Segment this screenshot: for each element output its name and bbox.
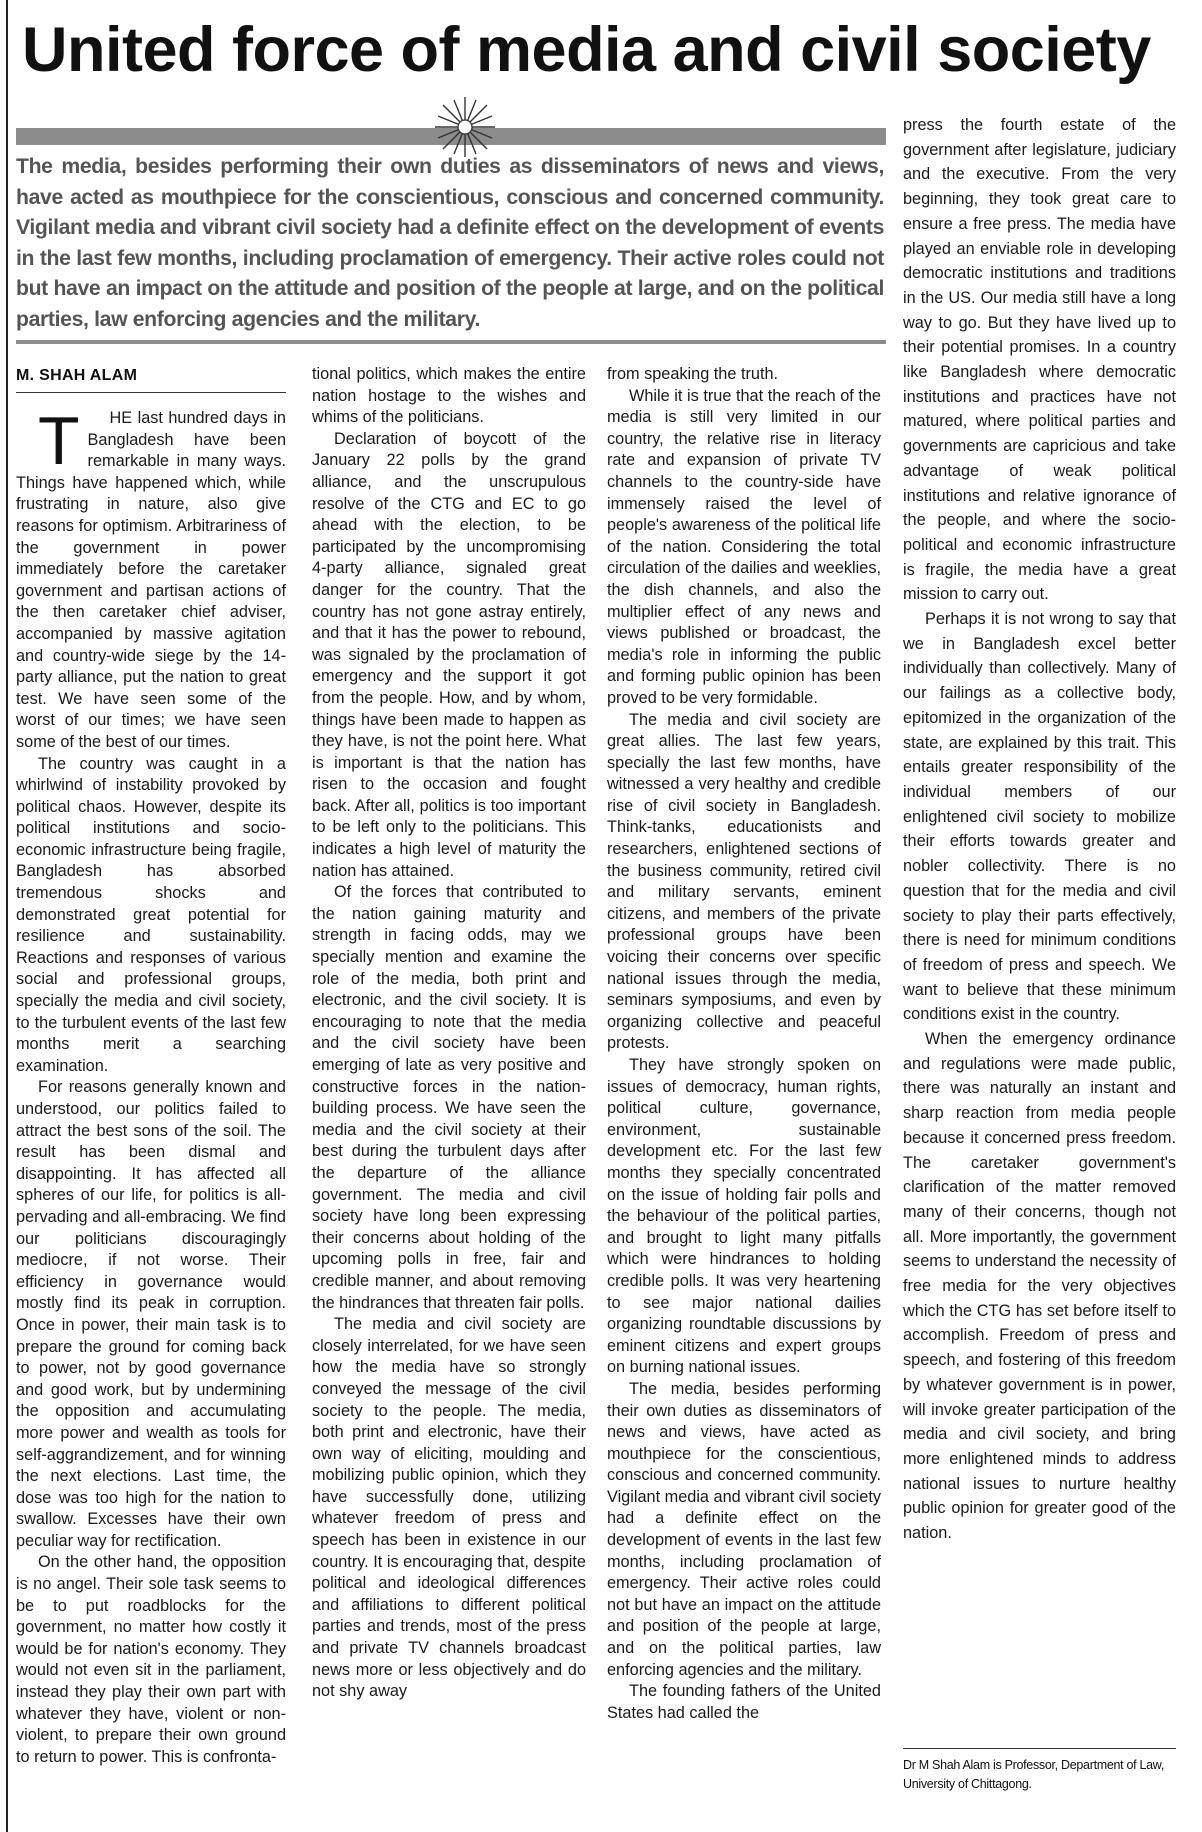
- article-paragraph: While it is true that the reach of the media is still very limited in our country, the relative rise in literacy rate and expansion of private TV channels to the country-side have immensely raised the level of people's awareness of the political life of the nation. Considering the total circulation of the dailies and weeklies, the dish channels, and also the multiplier effect of any news and views published or broadcast, the media's role in informing the public and forming public opinion has been proved to be very formidable.: [607, 386, 881, 707]
- article-column-2: [312, 364, 586, 1703]
- article-column-4: [903, 113, 1176, 1546]
- starburst-icon: [434, 96, 496, 158]
- article-paragraph: The media and civil society are closely interrelated, for we have seen how the media have so strongly conveyed the message of the civil society to the people. The media, both print and electronic, have their own way of eliciting, moulding and mobilizing public opinion, which they have successfully done, utilizing whatever freedom of press and speech has been in existence in our country. It is encouraging that, despite political and ideological differences and affiliations to different political parties and trends, most of the press and private TV channels broadcast news more or less objectively and do not shy away: [312, 1315, 586, 1701]
- article-paragraph: When the emergency ordinance and regulations were made public, there was naturally an instant and sharp reaction from media people because it concerned press freedom. The caretaker government's clarification of the matter removed many of their concerns, though not all. More importantly, the government seems to understand the necessity of free media for the very objectives which the CTG has set before itself to accomplish. Freedom of press and speech, and fostering of this freedom by whatever government is in power, will invoke greater participation of the media and civil society, and bring more enlightened minds to address national issues to nurture healthy public opinion for greater good of the nation.: [903, 1030, 1176, 1543]
- article-paragraph: On the other hand, the opposition is no angel. Their sole task seems to be to put roadblocks for the government, no matter how costly it would be for nation's economy. They would not even sit in the parliament, instead they play their own part with whatever they have, violent or non-violent, to prepare their own ground to return to power. This is confronta-: [16, 1553, 286, 1766]
- standfirst-bottom-bar: [16, 340, 886, 344]
- paragraph-text: HE last hundred days in Bangladesh have been remarkable in many ways. Things have happened which, while frustrating in nature, also give reasons for optimism. Arbitrariness of the government in power immediately before the caretaker government and partisan actions of the then caretaker chief adviser, accompanied by massive agitation and country-wide siege by the 14-party alliance, put the nation to great test. We have seen some of the worst of our times; we have seen some of the best of our times.: [16, 409, 286, 751]
- article-column-1: [16, 403, 286, 1768]
- bio-rule: [903, 1748, 1176, 1749]
- article-paragraph: tional politics, which makes the entire nation hostage to the wishes and whims of the politicians.: [312, 365, 586, 427]
- article-paragraph: [16, 403, 286, 754]
- article-paragraph: press the fourth estate of the government after legislature, judiciary and the executive. From the very beginning, they took great care to ensure a free press. The media have played an enviable role in developing democratic institutions and traditions in the US. Our media still have a long way to go. But they have lived up to their potential promises. In a country like Bangladesh where democratic institutions and practices have not matured, where political parties and governments are capricious and take advantage of weak political institutions and relative ignorance of the people, and where the socio-political and economic infrastructure is fragile, the media have a great mission to carry out.: [903, 116, 1176, 604]
- article-paragraph: Declaration of boycott of the January 22 polls by the grand alliance, and the unscrupulous resolve of the CTG and EC to go ahead with the election, to be participated by the uncompromising 4-party alliance, signaled great danger for the country. That the country has not gone astray entirely, and that it has the power to rebound, was signaled by the proclamation of emergency and the support it got from the people. How, and by whom, things have been made to happen as they have, is not the point here. What is important is that the nation has risen to the occasion and fought back. After all, politics is too important to be left only to the politicians. This indicates a high level of maturity the nation has attained.: [312, 429, 586, 880]
- article-paragraph: The founding fathers of the United States had called the: [607, 1682, 881, 1722]
- article-paragraph: Of the forces that contributed to the nation gaining maturity and strength in facing odds, may we specially mention and examine the role of the media, both print and electronic, and the civil society. It is encouraging to note that the media and the civil society have been emerging of late as very positive and constructive forces in the nation-building process. We have seen the media and the civil society at their best during the turbulent days after the departure of the alliance government. The media and civil society have long been expressing their concerns about holding of the upcoming polls in free, fair and credible manner, and about removing the hindrances that threaten fair polls.: [312, 883, 586, 1312]
- headline: United force of media and civil society: [22, 15, 1151, 85]
- article-paragraph: from speaking the truth.: [607, 365, 779, 383]
- article-column-3: [607, 364, 881, 1724]
- article-paragraph: The media and civil society are great allies. The last few years, specially the last few months, have witnessed a very healthy and credible rise of civil society in Bangladesh. Think-tanks, educationists and researchers, enlightened sections of the business community, retired civil and military servants, eminent citizens, and members of the private professional groups have been voicing their concerns over specific national issues through the media, seminars symposiums, and even by organizing collective and peaceful protests.: [607, 710, 881, 1053]
- byline-rule: [16, 392, 286, 393]
- article-paragraph: For reasons generally known and understood, our politics failed to attract the best sons of the soil. The result has been dismal and disappointing. It has affected all spheres of our life, for politics is all-pervading and all-embracing. We find our politicians discouragingly mediocre, if not worse. Their efficiency in governance would mostly find its peak in corruption. Once in power, their main task is to prepare the ground for coming back to power, not by good governance and good work, but by undermining the opposition and accumulating more power and wealth as tools for self-aggrandizement, and for winning the next elections. Last time, the dose was too high for the nation to swallow. Excesses have their own peculiar way for rectification.: [16, 1078, 286, 1550]
- byline: M. SHAH ALAM: [16, 367, 138, 384]
- left-margin-rule: [6, 0, 8, 1832]
- drop-cap: T: [38, 403, 80, 479]
- standfirst-text: The media, besides performing their own duties as disseminators of news and views, have acted as mouthpiece for the conscientious, conscious and concerned community. Vigilant media and vibrant civil society had a definite effect on the development of events in the last few months, including proclamation of emergency. Their active roles could not but have an impact on the attitude and position of the people at large, and on the political parties, law enforcing agencies and the military.: [16, 155, 884, 331]
- article-paragraph: The media, besides performing their own duties as disseminators of news and views, have acted as mouthpiece for the conscientious, conscious and concerned community. Vigilant media and vibrant civil society had a definite effect on the development of events in the last few months, including proclamation of emergency. Their active roles could not but have an impact on the attitude and position of the people at large, and on the political parties, law enforcing agencies and the military.: [607, 1379, 881, 1679]
- author-bio: Dr M Shah Alam is Professor, Department of Law, University of Chittagong.: [903, 1758, 1165, 1791]
- article-paragraph: Perhaps it is not wrong to say that we in Bangladesh excel better individually than collectively. Many of our failings as a collective body, epitomized in the organization of the state, are explained by this trait. This entails greater responsibility of the individual members of our enlightened civil society to mobilize their efforts towards greater and nobler collectivity. There is no question that for the media and civil society to play their parts effectively, there is need for minimum conditions of freedom of press and speech. We want to believe that these minimum conditions exist in the country.: [903, 610, 1176, 1024]
- article-paragraph: They have strongly spoken on issues of democracy, human rights, political culture, governance, environment, sustainable development etc. For the last few months they specially concentrated on the issue of holding fair polls and the behaviour of the political parties, and brought to light many pitfalls which were hindrances to holding credible polls. It was very heartening to see major national dailies organizing roundtable discussions by eminent citizens and expert groups on burning national issues.: [607, 1056, 881, 1377]
- article-paragraph: The country was caught in a whirlwind of instability provoked by political chaos. However, despite its political institutions and socio-economic infrastructure being fragile, Bangladesh has absorbed tremendous shocks and demonstrated great potential for resilience and sustainability. Reactions and responses of various social and professional groups, specially the media and civil society, to the turbulent events of the last few months merit a searching examination.: [16, 754, 286, 1075]
